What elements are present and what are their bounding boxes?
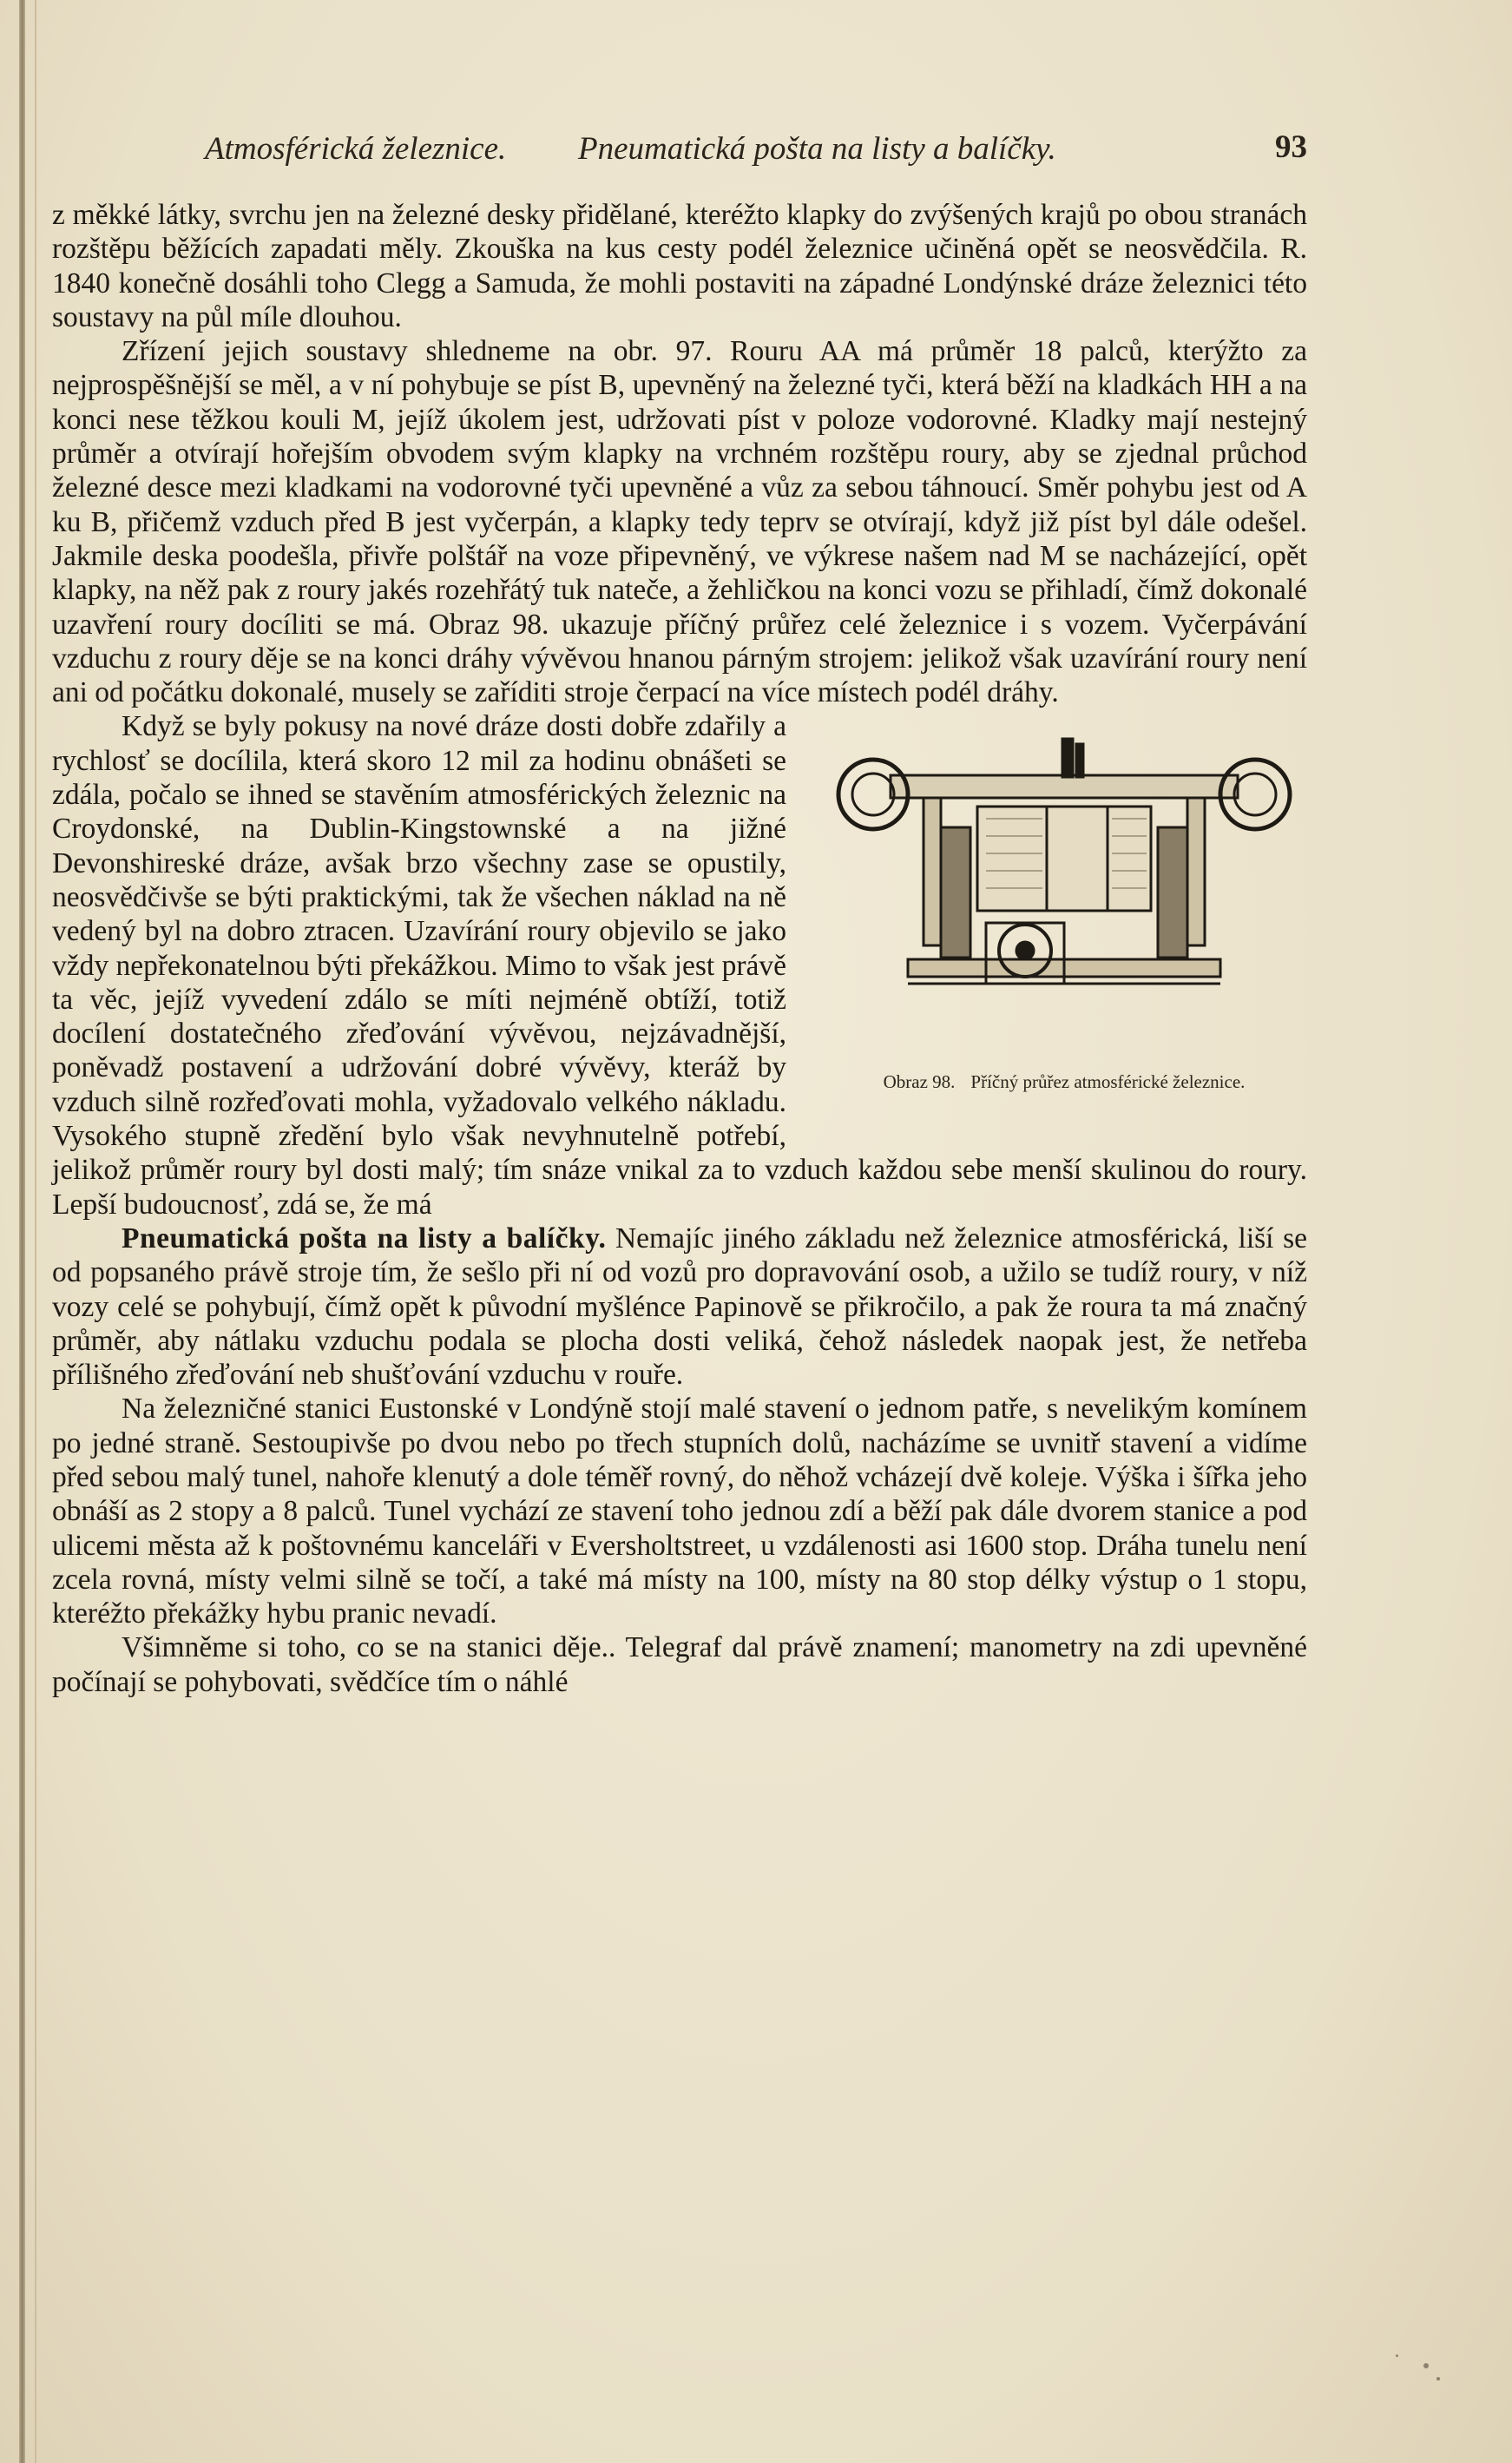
ink-speck [1396, 2354, 1398, 2357]
header-left-title: Atmosférická železnice. [205, 131, 507, 167]
paragraph-6: Všimněme si toho, co se na stanici děje.. Telegraf dal právě znamení; manometry na zdi upevněné počínají se pohybovati, svědčíce tím o náhlé [52, 1631, 1307, 1698]
body-text [52, 198, 1307, 1699]
binding-edge [19, 0, 25, 2463]
figure-caption-text: Příčný průřez atmosférické železnice. [970, 1071, 1246, 1093]
figure-caption [821, 1070, 1307, 1093]
paragraph-3: Když se byly pokusy na nové dráze dosti dobře zdařily a rychlosť se docílila, která skoro 12 mil za hodinu obnášeti se zdála, počalo se ihned se stavěním atmosférických železnic na Croydonské, na Dublin-Kingstownské a na jižné Devonshireské dráze, avšak brzo všechny zase se opustily, neosvědčivše se býti praktickými, tak že všechen náklad na ně vedený byl na dobro ztracen. Uzavírání roury objevilo se jako vždy nepřekonatelnou býti překážkou. Mimo to však jest právě ta věc, jejíž vyvedení zdálo se míti nejméně obtíží, totiž docílení dostatečného zřeďování vývěvou, nejzávadnější, poněvadž postavení a udržování dobré vývěvy, kteráž by vzduch silně rozřeďovati mohla, vyžadovalo velkého nákladu. Vysokého stupně zředění bylo však nevyhnutelně potřebí, jelikož průměr roury byl dosti malý; tím snáze vnikal za to vzduch každou sebe menší skulinou do roury. Lepší budoucnosť, zdá se, že má [52, 710, 1307, 1221]
figure-98 [821, 723, 1307, 1140]
paragraph-4-text: Nemajíc jiného základu než železnice atmosférická, liší se od popsaného právě stroje tím, že sešlo při ní od vozů pro dopravování osob, a užilo se tudíž roury, v níž vozy celé se pohybují, čímž opět k původní myšlénce Papinově se přikročilo, a pak že roura ta má značný průměr, aby nátlaku vzduchu podala se plocha dosti veliká, čehož následek naopak jest, že netřeba přílišného zřeďování neb shušťování vzduchu v rouře. [52, 1222, 1308, 1392]
paragraph-1: z měkké látky, svrchu jen na železné desky přidělané, kteréžto klapky do zvýšených krajů po obou stranách rozštěpu běžících zapadati měly. Zkouška na kus cesty podél železnice učiněná opět se neosvědčila. R. 1840 konečně dosáhli toho Clegg a Samuda, že mohli postaviti na západné Londýnské dráze železnici této soustavy na půl míle dlouhou. [52, 199, 1307, 333]
paragraph-5: Na železničné stanici Eustonské v Londýně stojí malé stavení o jednom patře, s nevelikým komínem po jedné straně. Sestoupivše po dvou nebo po třech stupních dolů, nacházíme se uvnitř stavení a vidíme před sebou malý tunel, nahoře klenutý a dole téměř rovný, do něhož vcházejí dvě koleje. Výška i šířka jeho obnáší as 2 stopy a 8 palců. Tunel vychází ze stavení toho jednou zdí a běží pak dále dvorem stanice a pod ulicemi města až k poštovnému kanceláři v Eversholtstreet, u vzdálenosti asi 1600 stop. Dráha tunelu není zcela rovná, místy velmi silně se točí, a také má místy na 100, místy na 80 stop délky výstup o 1 stopu, kteréžto překážky hybu pranic nevadí. [52, 1393, 1307, 1630]
running-header [205, 125, 1307, 177]
figure-label: Obraz 98. [883, 1071, 956, 1093]
binding-line [35, 0, 36, 2463]
header-center-title: Pneumatická pošta na listy a balíčky. [578, 131, 1056, 167]
cross-section-illustration [830, 723, 1298, 1062]
paragraph-2: Zřízení jejich soustavy shledneme na obr. 97. Rouru AA má průměr 18 palců, kterýžto za nejprospěšnější se měl, a v ní pohybuje se píst B, upevněný na železné tyči, která běží na kladkách HH a na konci nese těžkou kouli M, jejíž úkolem jest, udržovati píst v poloze vodorovné. Kladky mají nestejný průměr a otvírají hořejším obvodem svým klapky na vrchném rozštěpu roury, aby se zjednal průchod železné desce mezi kladkami na vodorovné tyči upevněné a vůz za sebou táhnoucí. Směr pohybu jest od A ku B, přičemž vzduch před B jest vyčerpán, a klapky tedy teprv se otvírají, když již píst byl dále odešel. Jakmile deska poodešla, přivře polštář na voze připevněný, ve výkrese našem nad M se nacházející, opět klapky, na něž pak z roury jakés rozehřátý tuk nateče, a žehličkou na konci vozu se přihladí, čímž dokonalé uzavření roury docíliti se má. Obraz 98. ukazuje příčný průřez celé železnice i s vozem. Vyčerpávání vzduchu z roury děje se na konci dráhy vývěvou hnanou párným strojem: jelikož však uzavírání roury není ani od počátku dokonalé, musely se zaříditi stroje čerpací na více místech podél dráhy. [52, 335, 1307, 709]
paragraph-4 [52, 1222, 1307, 1392]
section-heading: Pneumatická pošta na listy a balíčky. [122, 1222, 607, 1255]
page-number: 93 [1275, 129, 1307, 165]
ink-speck [1436, 2377, 1440, 2381]
ink-speck [1423, 2363, 1429, 2368]
